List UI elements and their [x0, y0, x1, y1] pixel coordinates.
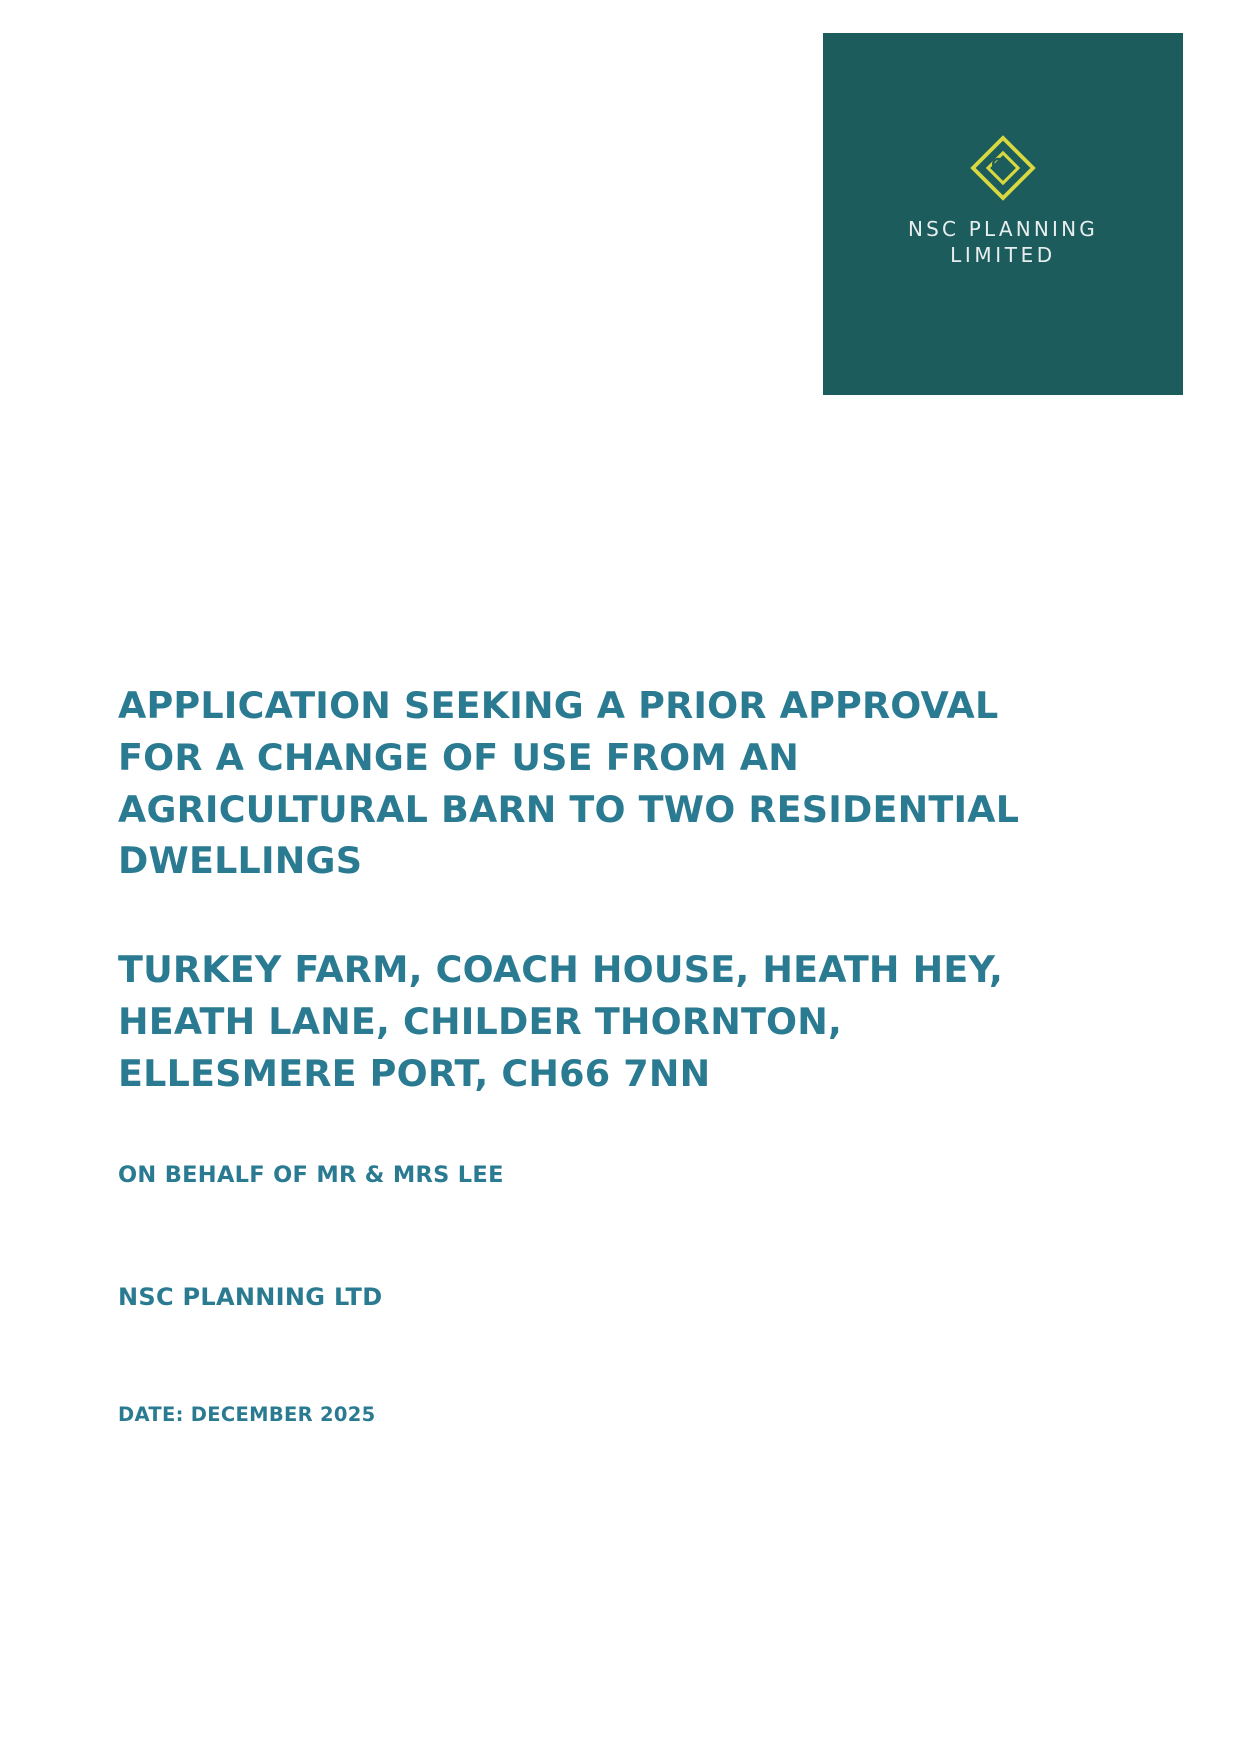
cover-content — [118, 680, 1118, 1426]
site-address: TURKEY FARM, COACH HOUSE, HEATH HEY, HEATH LANE, CHILDER THORNTON, ELLESMERE PORT, CH66 7NN — [118, 948, 1004, 1095]
diamond-logo-icon — [965, 130, 1041, 206]
company-name: NSC PLANNING LTD — [118, 1282, 383, 1311]
company-logo-text — [908, 216, 1098, 268]
page-title: APPLICATION SEEKING A PRIOR APPROVAL FOR A CHANGE OF USE FROM AN AGRICULTURAL BARN TO TWO RESIDENTIAL DWELLINGS — [118, 684, 1020, 883]
client-line: ON BEHALF OF MR & MRS LEE — [118, 1161, 504, 1188]
document-date: DATE: DECEMBER 2025 — [118, 1402, 376, 1426]
company-logo-line-1: NSC PLANNING — [907, 217, 1098, 241]
company-logo-block — [823, 33, 1183, 395]
company-logo-line-2: LIMITED — [950, 243, 1056, 267]
